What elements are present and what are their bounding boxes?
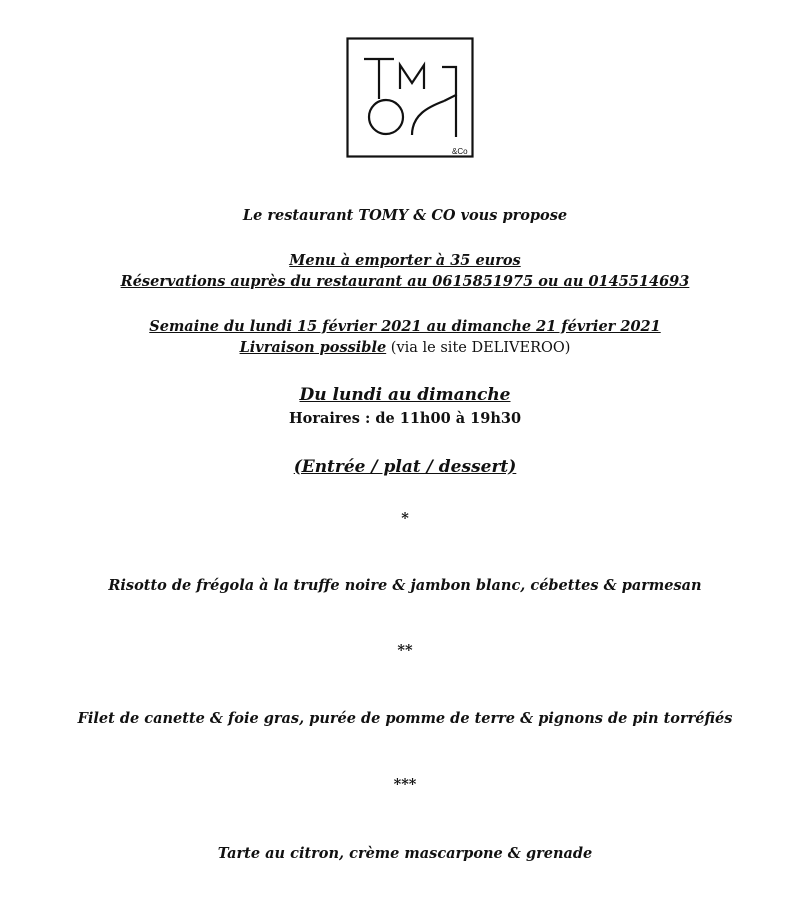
delivery-label: Livraison possible [239, 339, 387, 356]
delivery-detail: (via le site DELIVEROO) [386, 340, 571, 356]
opening-hours: Horaires : de 11h00 à 19h30 [288, 410, 522, 427]
course-marker: * [401, 510, 409, 527]
days-heading: Du lundi au dimanche [299, 385, 511, 405]
delivery-info [0, 339, 810, 356]
menu-price: Menu à emporter à 35 euros [289, 252, 521, 269]
course-marker: *** [393, 776, 417, 793]
course-dish: Filet de canette & foie gras, purée de pomme de terre & pignons de pin torréfiés [77, 710, 733, 727]
intro-text: Le restaurant TOMY & CO vous propose [242, 207, 568, 224]
reservations: Réservations auprès du restaurant au 0615851975 ou au 0145514693 [120, 273, 690, 290]
logo-subtitle: &Co [452, 147, 468, 156]
course-dish: Tarte au citron, crème mascarpone & grenade [217, 845, 593, 862]
course-marker: ** [397, 642, 413, 659]
course-dish: Risotto de frégola à la truffe noire & jambon blanc, cébettes & parmesan [108, 577, 702, 594]
restaurant-logo [346, 37, 474, 158]
week-dates: Semaine du lundi 15 février 2021 au dimanche 21 février 2021 [149, 318, 661, 335]
formula-heading: (Entrée / plat / dessert) [293, 457, 517, 477]
